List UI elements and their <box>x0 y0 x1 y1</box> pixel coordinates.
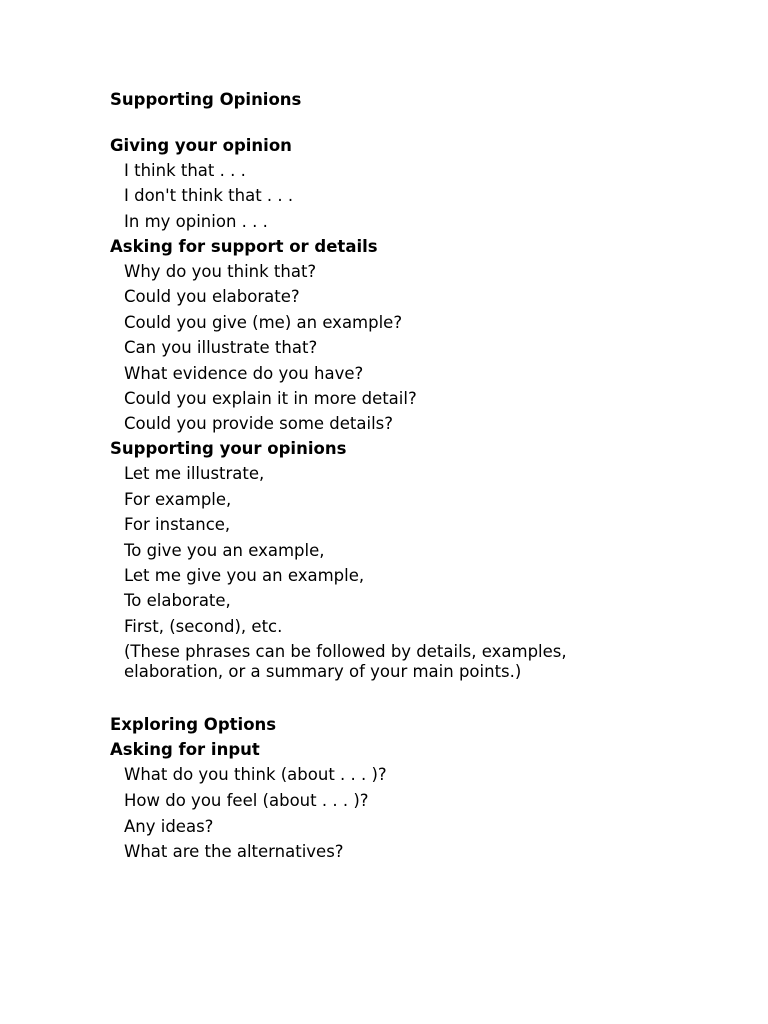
phrase-item: Could you provide some details? <box>124 414 394 433</box>
phrase-item: Could you give (me) an example? <box>124 313 403 332</box>
phrase-item: For example, <box>124 490 232 509</box>
phrase-item: How do you feel (about . . . )? <box>124 791 369 810</box>
phrase-item: For instance, <box>124 515 231 534</box>
phrase-item: Why do you think that? <box>124 262 317 281</box>
phrase-item: To elaborate, <box>124 591 231 610</box>
phrase-item: In my opinion . . . <box>124 212 268 231</box>
phrase-item: Could you explain it in more detail? <box>124 389 417 408</box>
heading-asking-for-support: Asking for support or details <box>110 237 378 256</box>
heading-supporting-your-opinions: Supporting your opinions <box>110 439 347 458</box>
heading-giving-your-opinion: Giving your opinion <box>110 136 292 155</box>
phrase-item: I think that . . . <box>124 161 246 180</box>
phrases-note: (These phrases can be followed by details, examples, elaboration, or a summary of your main points.) <box>124 642 567 681</box>
phrase-item: Can you illustrate that? <box>124 338 318 357</box>
phrase-item: First, (second), etc. <box>124 617 283 636</box>
section-title-supporting-opinions: Supporting Opinions <box>110 90 302 109</box>
phrase-item: What are the alternatives? <box>124 842 344 861</box>
phrase-item: What do you think (about . . . )? <box>124 765 387 784</box>
phrase-item: Let me illustrate, <box>124 464 265 483</box>
heading-asking-for-input: Asking for input <box>110 740 260 759</box>
phrase-item: Any ideas? <box>124 817 214 836</box>
phrase-item: To give you an example, <box>124 541 325 560</box>
section-title-exploring-options: Exploring Options <box>110 715 277 734</box>
phrase-item: Could you elaborate? <box>124 287 300 306</box>
phrase-item: What evidence do you have? <box>124 364 364 383</box>
phrase-item: Let me give you an example, <box>124 566 365 585</box>
phrase-item: I don't think that . . . <box>124 186 294 205</box>
